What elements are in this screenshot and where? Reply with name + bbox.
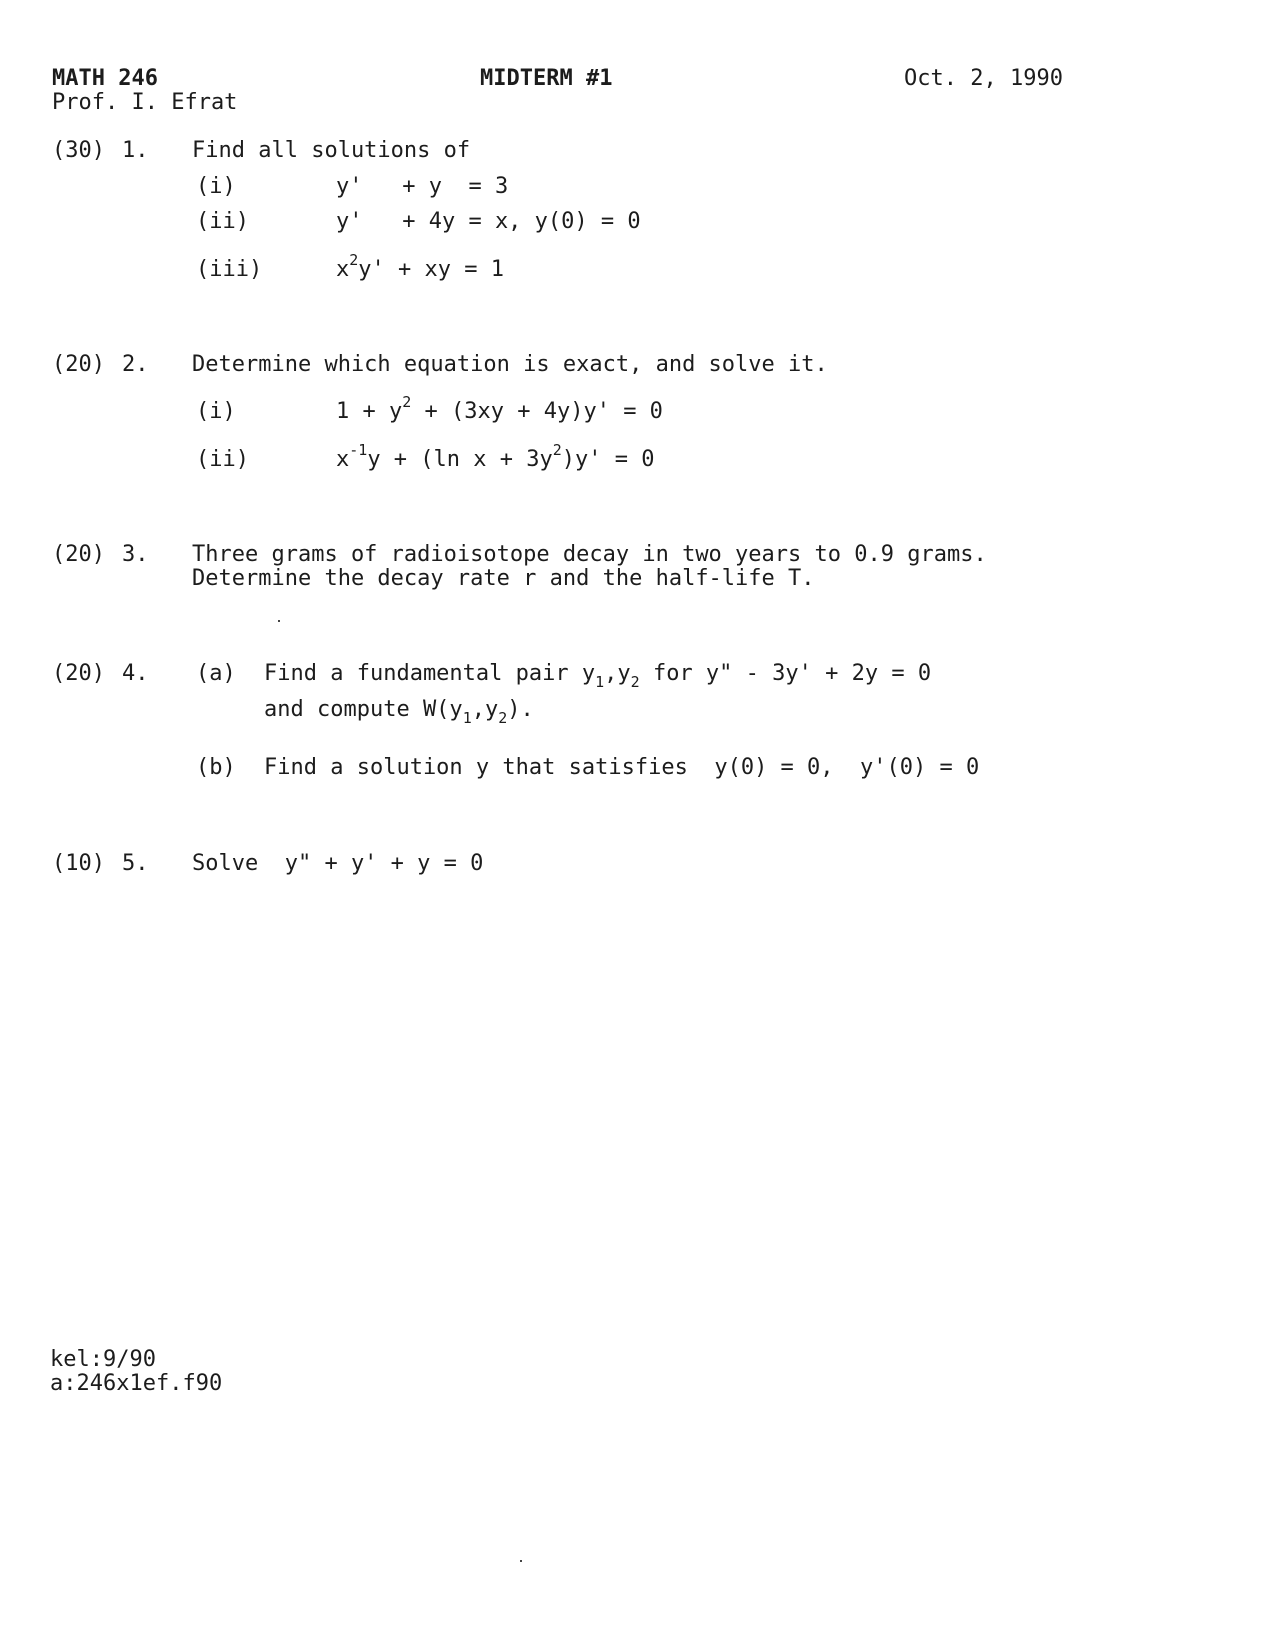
problem-1-part-ii-equation: y' + 4y = x, y(0) = 0 xyxy=(336,209,641,234)
problem-1-part-i-label: (i) xyxy=(196,174,236,199)
problem-2-prompt: Determine which equation is exact, and solve it. xyxy=(192,352,828,377)
problem-1-prompt: Find all solutions of xyxy=(192,138,471,163)
problem-5-number: 5. xyxy=(122,851,149,876)
problem-1-part-iii-equation: $x^2y'$ + xy = 1 xyxy=(336,251,504,282)
problem-3-line-1: Three grams of radioisotope decay in two years to 0.9 grams. xyxy=(192,542,987,567)
problem-2-part-i-label: (i) xyxy=(196,399,236,424)
course-code: MATH 246 xyxy=(52,66,158,91)
problem-4-number: 4. xyxy=(122,661,149,686)
problem-4-points: (20) xyxy=(52,661,105,686)
problem-2-points: (20) xyxy=(52,352,105,377)
problem-2-part-ii-label: (ii) xyxy=(196,447,249,472)
problem-1-part-ii-label: (ii) xyxy=(196,209,249,234)
problem-4-part-a-line-2: and compute $W(y_1,y_2)$. xyxy=(264,697,534,727)
problem-3-line-2: Determine the decay rate r and the half-life T. xyxy=(192,566,815,591)
footer-line-1: kel:9/90 xyxy=(50,1347,156,1372)
problem-2-part-ii-equation: $x^{-1}y + (\ln$ $x + 3y^2)y' = 0$ xyxy=(336,441,655,472)
problem-2-number: 2. xyxy=(122,352,149,377)
problem-1-part-i-equation: y' + y = 3 xyxy=(336,174,509,199)
professor-name: Prof. I. Efrat xyxy=(52,90,238,115)
problem-1-points: (30) xyxy=(52,138,105,163)
problem-4-part-b-line-1: Find a solution y that satisfies y(0) = 0, y'(0) = 0 xyxy=(264,755,980,780)
problem-1-number: 1. xyxy=(122,138,149,163)
footer-line-2: a:246x1ef.f90 xyxy=(50,1371,223,1396)
exam-date: Oct. 2, 1990 xyxy=(904,66,1063,91)
problem-1-part-iii-label: (iii) xyxy=(196,257,263,282)
scan-speck-bottom xyxy=(520,1560,522,1562)
problem-4-part-a-label: (a) xyxy=(196,661,236,686)
problem-4-part-a-line-1: Find a fundamental pair $y_1,y_2$ for y" - 3y' + 2y = 0 xyxy=(264,661,932,691)
scan-speck xyxy=(278,620,280,622)
problem-2-part-i-equation: $1 + y^2 + (3xy + 4y)y' = 0$ xyxy=(336,393,663,424)
problem-4-part-b-label: (b) xyxy=(196,755,236,780)
problem-5-prompt: Solve y" + y' + y = 0 xyxy=(192,851,484,876)
problem-5-points: (10) xyxy=(52,851,105,876)
problem-3-points: (20) xyxy=(52,542,105,567)
exam-title: MIDTERM #1 xyxy=(480,66,613,91)
problem-3-number: 3. xyxy=(122,542,149,567)
